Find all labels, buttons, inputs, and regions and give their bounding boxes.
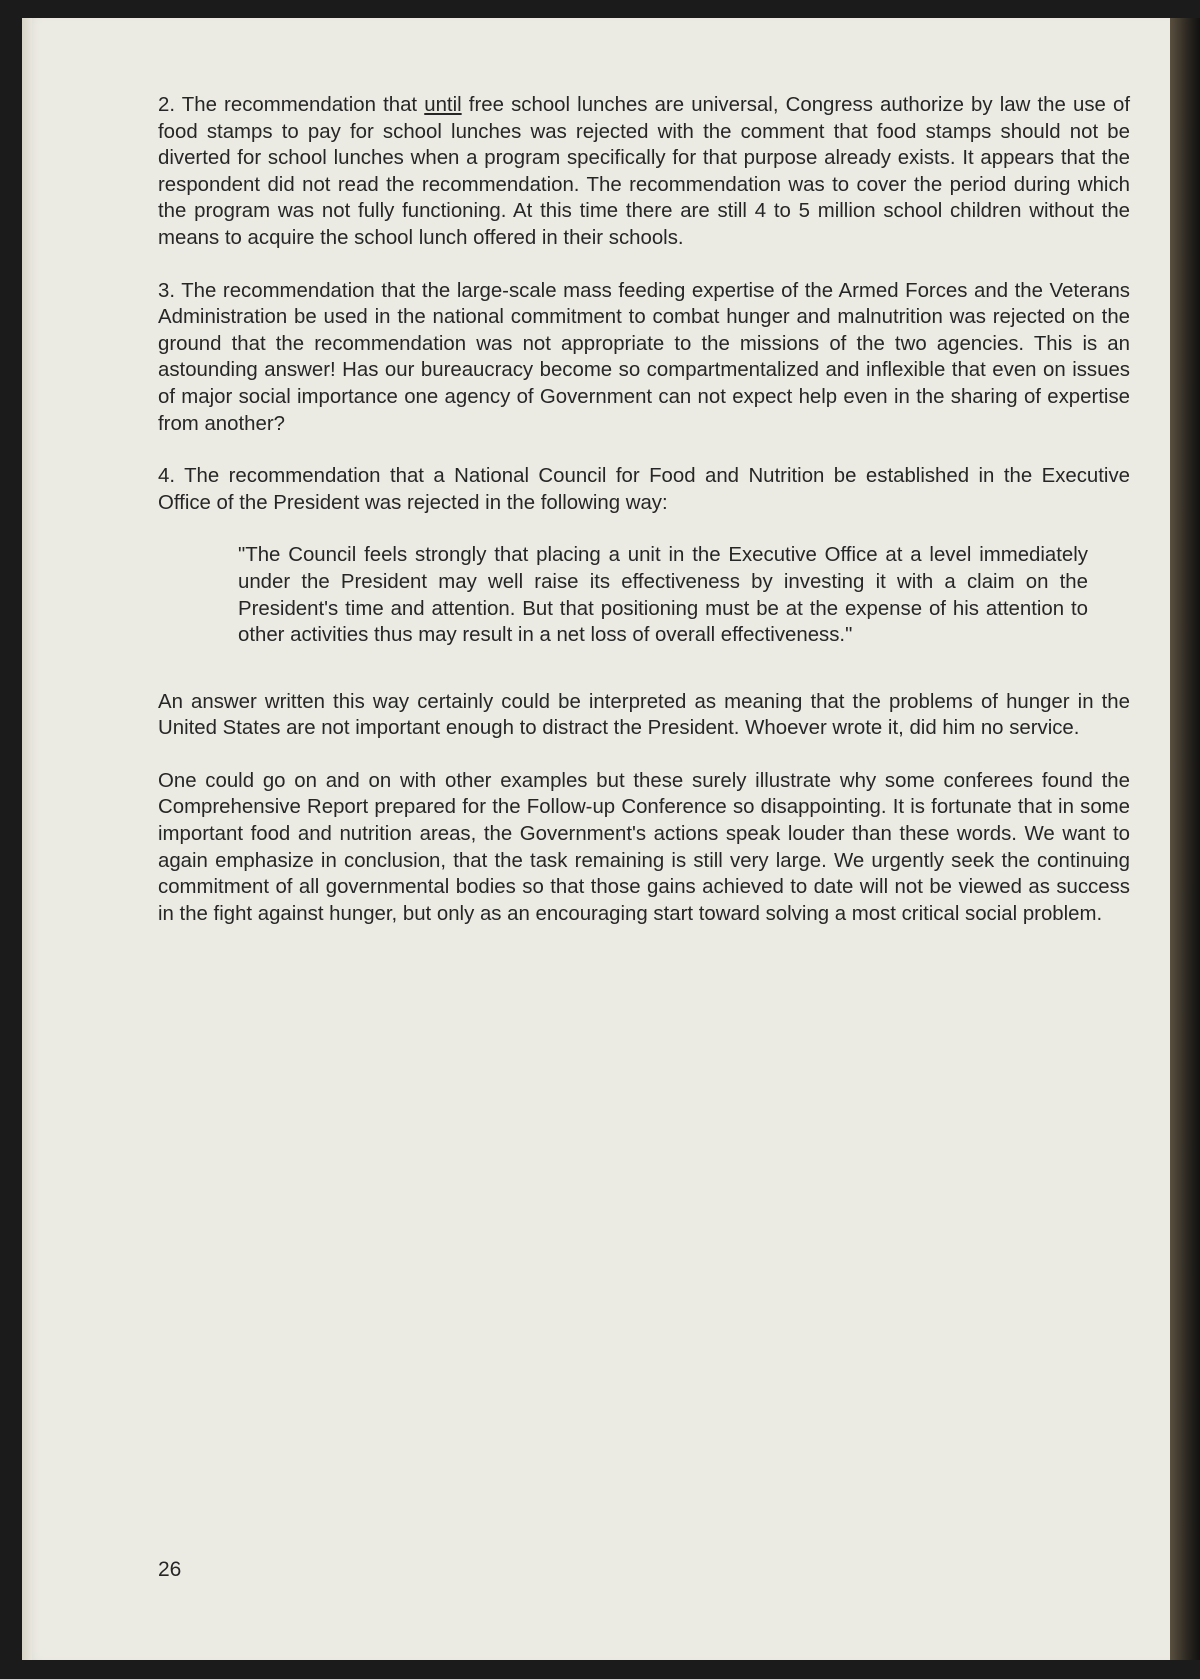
body-text xyxy=(158,92,1130,953)
page-number: 26 xyxy=(158,1558,182,1581)
paragraph-5: An answer written this way certainly could be interpreted as meaning that the problems of hunger in the United States are not important enough to distract the President. Whoever wrote it, did him no service. xyxy=(158,690,1130,740)
council-quote: "The Council feels strongly that placing a unit in the Executive Office at a level immediately under the President may well raise its effectiveness by investing it with a claim on the President's time and attention. But that positioning must be at the expense of his attention to other activities thus may result in a net loss of overall effectiveness." xyxy=(238,544,1088,647)
book-spine xyxy=(1170,18,1200,1660)
paragraph-2 xyxy=(158,92,1130,252)
paragraph-6: One could go on and on with other examples but these surely illustrate why some conferees found the Comprehensive Report prepared for the Follow-up Conference so disappointing. It is fortunate that in some important food and nutrition areas, the Government's actions speak louder than these words. We want to again emphasize in conclusion, that the task remaining is still very large. We urgently seek the continuing commitment of all governmental bodies so that those gains achieved to date will not be viewed as success in the fight against hunger, but only as an encouraging start toward solving a most critical social problem. xyxy=(158,769,1130,925)
paragraph-2-start: 2. The recommendation that xyxy=(158,94,425,116)
paragraph-3: 3. The recommendation that the large-scale mass feeding expertise of the Armed Forces and the Veterans Administration be used in the national commitment to combat hunger and malnutrition was rejected on the ground that the recommendation was not appropriate to the missions of the two agencies. This is an astounding answer! Has our bureaucracy become so compartmentalized and inflexible that even on issues of major social importance one agency of Government can not expect help even in the sharing of expertise from another? xyxy=(158,279,1130,435)
paragraph-2-rest: free school lunches are universal, Congress authorize by law the use of food stamps to pay for school lunches was rejected with the comment that food stamps should not be diverted for school lunches when a program specifically for that purpose already exists. It appears that the respondent did not read the recommendation. The recommendation was to cover the period during which the program was not fully functioning. At this time there are still 4 to 5 million school children without the means to acquire the school lunch offered in their schools. xyxy=(158,94,1130,249)
paragraph-4: 4. The recommendation that a National Council for Food and Nutrition be established in the Executive Office of the President was rejected in the following way: xyxy=(158,465,1130,514)
underlined-word-until: until xyxy=(424,94,462,116)
page-edge xyxy=(22,18,32,1660)
